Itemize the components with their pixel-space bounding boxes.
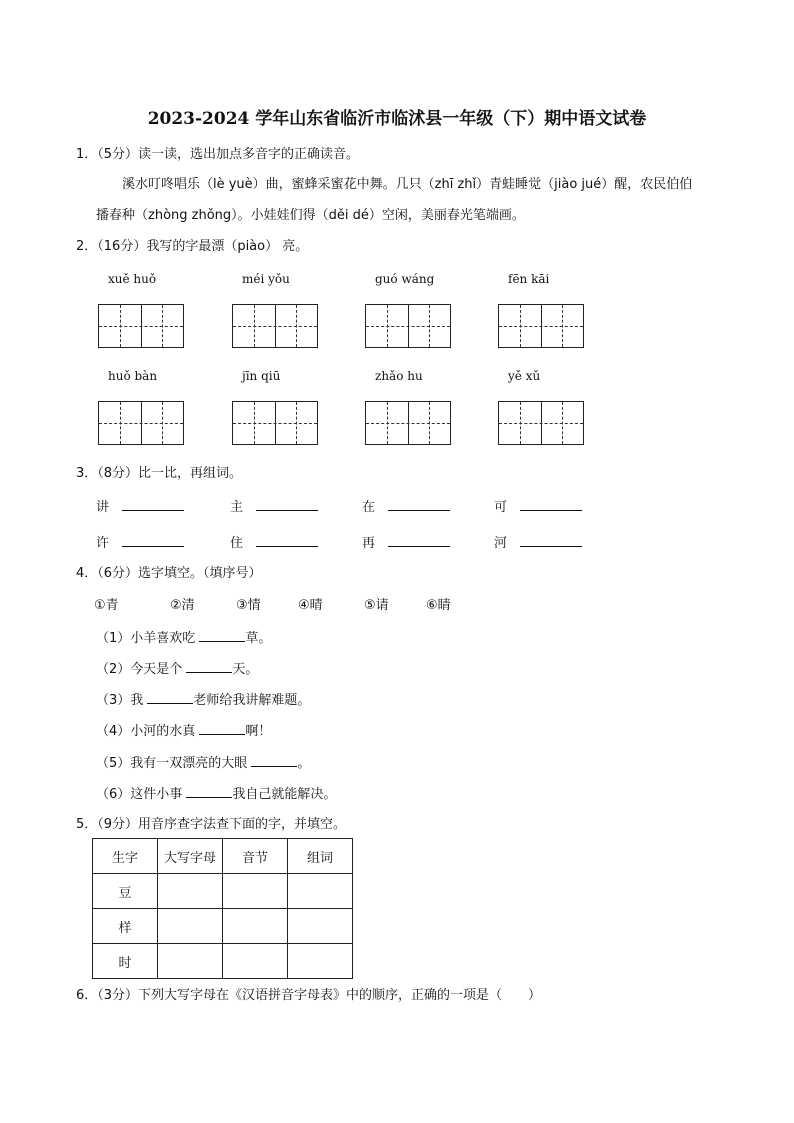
compare-char: 主 [230,500,244,515]
pinyin-label: zhǎo hu [375,369,423,383]
answer-blank[interactable] [122,533,184,547]
fill-item [96,628,271,648]
answer-cell[interactable] [288,944,353,979]
table-header: 生字 [93,839,158,874]
pinyin-label: jīn qiū [242,369,281,383]
answer-blank[interactable] [388,497,450,511]
answer-blank[interactable] [186,659,232,673]
compare-char: 河 [494,536,508,551]
fill-item [96,784,336,804]
answer-blank[interactable] [520,533,582,547]
question-2-stem: 2．（16分）我写的字最漂（piào） 亮。 [76,239,309,254]
writing-grid[interactable] [365,304,451,348]
answer-blank[interactable] [199,721,245,735]
fill-item-text: 天。 [232,662,259,677]
question-3-stem: 3．（8分）比一比，再组词。 [76,466,243,481]
table-header: 组词 [288,839,353,874]
answer-cell[interactable] [158,944,223,979]
answer-blank[interactable] [520,497,582,511]
writing-grid[interactable] [498,401,584,445]
fill-item-text: （2）今天是个 [96,662,187,677]
answer-cell[interactable] [288,909,353,944]
writing-grid[interactable] [98,401,184,445]
option: ①青 [94,598,119,613]
compare-item [494,497,582,517]
answer-cell[interactable] [158,874,223,909]
question-5-stem: 5．（9分）用音序查字法查下面的字，并填空。 [76,817,347,832]
option: ⑤请 [364,598,389,613]
fill-item-text: 啊！ [245,724,272,739]
table-header: 大写字母 [158,839,223,874]
writing-grid[interactable] [98,304,184,348]
answer-cell[interactable] [223,909,288,944]
compare-char: 在 [362,500,376,515]
fill-item-text: 我自己就能解决。 [232,787,337,802]
question-4-stem: 4．（6分）选字填空。（填序号） [76,566,262,581]
pinyin-label: xuě huǒ [108,272,157,286]
lookup-table [92,838,353,979]
fill-item [96,721,271,741]
pinyin-label: guó wáng [375,272,435,286]
pinyin-label: yě xǔ [508,369,541,383]
compare-item [362,497,450,517]
fill-item-text: 老师给我讲解难题。 [193,693,311,708]
answer-cell[interactable] [288,874,353,909]
answer-cell[interactable] [223,874,288,909]
compare-char: 许 [96,536,110,551]
fill-item-text: （6）这件小事 [96,787,187,802]
writing-grid[interactable] [365,401,451,445]
compare-char: 可 [494,500,508,515]
writing-grid[interactable] [232,304,318,348]
compare-char: 住 [230,536,244,551]
fill-item-text: （3）我 [96,693,148,708]
fill-item-text: （5）我有一双漂亮的大眼 [96,756,252,771]
page-title: 2023-2024 学年山东省临沂市临沭县一年级（下）期中语文试卷 [147,109,647,129]
fill-item-text: （4）小河的水真 [96,724,200,739]
answer-blank[interactable] [199,628,245,642]
compare-item [362,533,450,553]
pinyin-label: méi yǒu [242,272,290,286]
fill-item-text: 草。 [245,631,272,646]
question-1-passage-line-1: 溪水叮咚唱乐（lè yuè）曲，蜜蜂采蜜花中舞。几只（zhī zhǐ）青蛙睡觉（jiào jué）醒，农民伯伯 [122,177,693,192]
fill-item [96,659,258,679]
answer-blank[interactable] [122,497,184,511]
fill-item [96,753,310,773]
answer-blank[interactable] [147,690,193,704]
option: ②清 [170,598,195,613]
question-1-stem: 1．（5分）读一读，选出加点多音字的正确读音。 [76,147,360,162]
question-6-stem: 6．（3分）下列大写字母在《汉语拼音字母表》中的顺序，正确的一项是（ ） [76,988,542,1003]
compare-char: 讲 [96,500,110,515]
answer-cell[interactable] [158,909,223,944]
answer-blank[interactable] [251,753,297,767]
answer-blank[interactable] [256,533,318,547]
table-char: 样 [93,909,158,944]
table-header: 音节 [223,839,288,874]
compare-item [230,497,318,517]
fill-item [96,690,310,710]
compare-item [96,533,184,553]
writing-grid[interactable] [232,401,318,445]
pinyin-label: huǒ bàn [108,369,158,383]
option: ④晴 [298,598,323,613]
pinyin-label: fēn kāi [508,272,550,286]
answer-blank[interactable] [388,533,450,547]
table-char: 豆 [93,874,158,909]
question-1-passage-line-2: 播春种（zhòng zhǒng）。小娃娃们得（děi dé）空闲，美丽春光笔端画。 [96,208,525,223]
answer-blank[interactable] [256,497,318,511]
table-char: 时 [93,944,158,979]
answer-blank[interactable] [186,784,232,798]
answer-cell[interactable] [223,944,288,979]
compare-char: 再 [362,536,376,551]
compare-item [230,533,318,553]
writing-grid[interactable] [498,304,584,348]
compare-item [494,533,582,553]
option: ③情 [236,598,261,613]
option: ⑥睛 [426,598,451,613]
compare-item [96,497,184,517]
fill-item-text: 。 [297,756,311,771]
fill-item-text: （1）小羊喜欢吃 [96,631,200,646]
